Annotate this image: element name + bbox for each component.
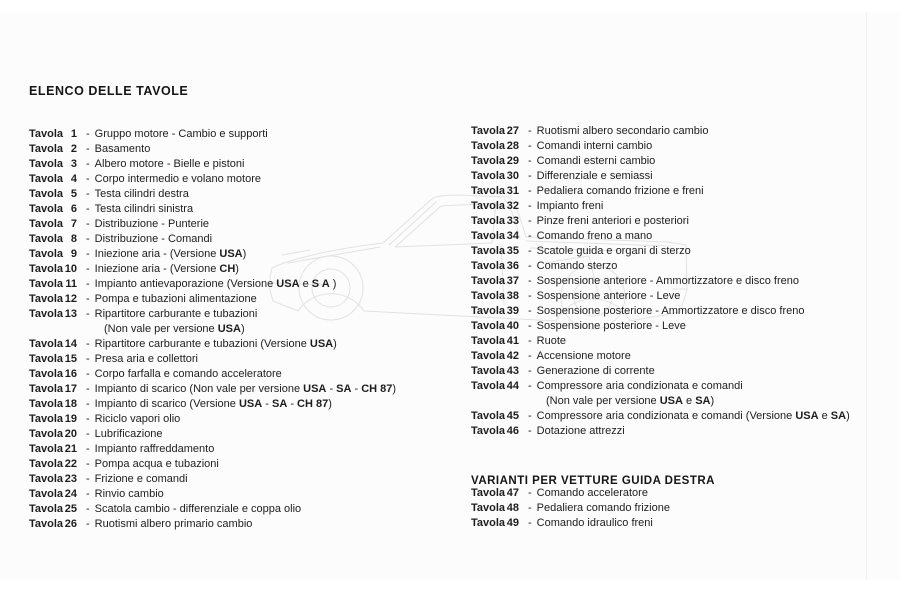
tavola-row — [29, 247, 459, 262]
tavola-number: 48 — [506, 502, 519, 514]
tavola-row — [471, 259, 896, 274]
tavola-row — [29, 277, 459, 292]
tavola-dash: - — [86, 338, 90, 350]
tavola-description: Sospensione posteriore - Leve — [536, 320, 686, 332]
tavola-word: Tavola — [29, 263, 64, 275]
tavola-number: 28 — [506, 140, 519, 152]
tavola-number: 2 — [70, 143, 77, 155]
tavola-word: Tavola — [471, 125, 506, 137]
tavola-number: 10 — [64, 263, 77, 275]
tavola-description: Distribuzione - Punterie — [94, 218, 210, 230]
tavola-number: 16 — [64, 368, 77, 380]
tavola-dash: - — [86, 218, 90, 230]
tavola-dash: - — [528, 335, 532, 347]
tavola-description: Compressore aria condizionata e comandi (Versione USA e SA) — [536, 410, 850, 422]
tavola-dash: - — [528, 320, 532, 332]
tavola-row — [29, 127, 459, 142]
tavola-row — [471, 424, 896, 439]
tavola-number: 12 — [64, 293, 77, 305]
tavola-dash: - — [86, 428, 90, 440]
tavola-dash: - — [86, 143, 90, 155]
tavola-row — [29, 232, 459, 247]
tavola-dash: - — [528, 155, 532, 167]
tavola-description: Dotazione attrezzi — [536, 425, 625, 437]
tavola-number: 22 — [64, 458, 77, 470]
tavola-word: Tavola — [471, 155, 506, 167]
tavola-dash: - — [86, 233, 90, 245]
tavola-word: Tavola — [29, 473, 64, 485]
tavola-description: Distribuzione - Comandi — [94, 233, 213, 245]
tavola-word: Tavola — [29, 203, 64, 215]
tavola-description: Testa cilindri sinistra — [94, 203, 194, 215]
tavola-word: Tavola — [29, 158, 64, 170]
tavola-row — [471, 274, 896, 289]
tavola-dash: - — [86, 488, 90, 500]
tavola-dash: - — [86, 128, 90, 140]
tavola-number: 45 — [506, 410, 519, 422]
tavola-dash: - — [528, 410, 532, 422]
tavola-description: Impianto freni — [536, 200, 604, 212]
tavola-number: 20 — [64, 428, 77, 440]
tavola-dash: - — [528, 275, 532, 287]
tavola-row — [471, 199, 896, 214]
tavola-row — [29, 142, 459, 157]
tavola-dash: - — [86, 443, 90, 455]
tavola-dash: - — [86, 248, 90, 260]
tavola-row — [29, 172, 459, 187]
tavola-number: 39 — [506, 305, 519, 317]
tavola-description: Pompa e tubazioni alimentazione — [94, 293, 257, 305]
tavola-dash: - — [528, 170, 532, 182]
tavola-description: Generazione di corrente — [536, 365, 655, 377]
tavola-row — [29, 457, 459, 472]
tavola-number: 21 — [64, 443, 77, 455]
tavola-dash: - — [528, 185, 532, 197]
tavola-description: Comando freno a mano — [536, 230, 653, 242]
tavola-row — [29, 262, 459, 277]
tavola-word: Tavola — [471, 350, 506, 362]
tavola-description: Corpo farfalla e comando acceleratore — [94, 368, 282, 380]
tavola-description: Scatole guida e organi di sterzo — [536, 245, 691, 257]
tavola-list-left — [29, 127, 459, 532]
tavola-list-right — [471, 124, 896, 439]
page-title: ELENCO DELLE TAVOLE — [29, 84, 189, 98]
tavola-dash: - — [528, 425, 532, 437]
tavola-word: Tavola — [29, 173, 64, 185]
tavola-word: Tavola — [29, 338, 64, 350]
tavola-number: 27 — [506, 125, 519, 137]
tavola-word: Tavola — [29, 143, 64, 155]
tavola-number: 35 — [506, 245, 519, 257]
tavola-dash: - — [528, 517, 532, 529]
tavola-number: 6 — [70, 203, 77, 215]
tavola-number: 18 — [64, 398, 77, 410]
tavola-number: 14 — [64, 338, 77, 350]
tavola-description: Pompa acqua e tubazioni — [94, 458, 219, 470]
tavola-row — [29, 352, 459, 367]
tavola-word: Tavola — [29, 233, 64, 245]
tavola-row — [471, 501, 896, 516]
tavola-row — [471, 229, 896, 244]
tavola-word: Tavola — [29, 503, 64, 515]
tavola-description: Compressore aria condizionata e comandi — [536, 380, 743, 392]
tavola-number: 30 — [506, 170, 519, 182]
tavola-description: Comando sterzo — [536, 260, 618, 272]
tavola-dash: - — [86, 383, 90, 395]
tavola-word: Tavola — [471, 275, 506, 287]
tavola-row — [471, 139, 896, 154]
tavola-number: 44 — [506, 380, 519, 392]
tavola-description: Testa cilindri destra — [94, 188, 189, 200]
tavola-number: 49 — [506, 517, 519, 529]
tavola-number: 33 — [506, 215, 519, 227]
tavola-word: Tavola — [471, 260, 506, 272]
tavola-number: 24 — [64, 488, 77, 500]
tavola-description: Basamento — [94, 143, 151, 155]
tavola-word: Tavola — [29, 488, 64, 500]
tavola-row — [471, 364, 896, 379]
tavola-row — [29, 382, 459, 397]
tavola-word: Tavola — [29, 518, 64, 530]
tavola-word: Tavola — [471, 517, 506, 529]
tavola-dash: - — [528, 230, 532, 242]
tavola-row — [29, 397, 459, 412]
tavola-number: 37 — [506, 275, 519, 287]
tavola-dash: - — [528, 305, 532, 317]
tavola-row — [471, 169, 896, 184]
tavola-word: Tavola — [471, 320, 506, 332]
tavola-number: 1 — [70, 128, 77, 140]
tavola-row — [29, 517, 459, 532]
tavola-word: Tavola — [29, 308, 64, 320]
tavola-word: Tavola — [29, 368, 64, 380]
tavola-word: Tavola — [29, 413, 64, 425]
tavola-description: Frizione e comandi — [94, 473, 188, 485]
tavola-word: Tavola — [471, 425, 506, 437]
tavola-description: Albero motore - Bielle e pistoni — [94, 158, 245, 170]
tavola-dash: - — [528, 290, 532, 302]
tavola-row — [471, 289, 896, 304]
tavola-dash: - — [528, 502, 532, 514]
tavola-number: 46 — [506, 425, 519, 437]
tavola-description: Ripartitore carburante e tubazioni (Versione USA) — [94, 338, 337, 350]
tavola-description: Sospensione posteriore - Ammortizzatore e disco freno — [536, 305, 805, 317]
tavola-row-continuation — [471, 394, 896, 409]
tavola-word: Tavola — [29, 293, 64, 305]
tavola-description: Comando acceleratore — [536, 487, 648, 499]
tavola-description: Impianto antievaporazione (Versione USA e S A ) — [94, 278, 337, 290]
tavola-description: Gruppo motore - Cambio e supporti — [94, 128, 268, 140]
tavola-row — [471, 304, 896, 319]
tavola-number: 41 — [506, 335, 519, 347]
tavola-description: Corpo intermedio e volano motore — [94, 173, 261, 185]
tavola-word: Tavola — [471, 140, 506, 152]
tavola-row — [471, 409, 896, 424]
tavola-description: Iniezione aria - (Versione CH) — [94, 263, 239, 275]
tavola-word: Tavola — [471, 245, 506, 257]
tavola-word: Tavola — [471, 200, 506, 212]
tavola-dash: - — [86, 503, 90, 515]
tavola-row — [29, 472, 459, 487]
tavola-number: 34 — [506, 230, 519, 242]
tavola-description: Impianto raffreddamento — [94, 443, 215, 455]
tavola-number: 31 — [506, 185, 519, 197]
tavola-description: Differenziale e semiassi — [536, 170, 653, 182]
tavola-dash: - — [86, 518, 90, 530]
tavola-word: Tavola — [29, 428, 64, 440]
tavola-description: Iniezione aria - (Versione USA) — [94, 248, 247, 260]
tavola-dash: - — [86, 308, 90, 320]
tavola-number: 25 — [64, 503, 77, 515]
tavola-dash: - — [528, 245, 532, 257]
tavola-description-continuation: (Non vale per versione USA e SA) — [546, 395, 715, 407]
tavola-description: Comandi interni cambio — [536, 140, 653, 152]
tavola-dash: - — [86, 293, 90, 305]
tavola-dash: - — [86, 413, 90, 425]
tavola-description: Presa aria e collettori — [94, 353, 198, 365]
tavola-row — [471, 124, 896, 139]
tavola-word: Tavola — [29, 248, 64, 260]
tavola-row — [471, 184, 896, 199]
tavola-dash: - — [528, 380, 532, 392]
tavola-row — [471, 486, 896, 501]
tavola-number: 26 — [64, 518, 77, 530]
tavola-dash: - — [86, 173, 90, 185]
tavola-word: Tavola — [471, 410, 506, 422]
tavola-dash: - — [86, 353, 90, 365]
tavola-description: Sospensione anteriore - Leve — [536, 290, 681, 302]
tavola-dash: - — [528, 200, 532, 212]
tavola-word: Tavola — [29, 278, 64, 290]
tavola-word: Tavola — [29, 188, 64, 200]
tavola-list-variants — [471, 486, 896, 531]
tavola-row — [471, 516, 896, 531]
tavola-dash: - — [86, 263, 90, 275]
tavola-row — [471, 154, 896, 169]
tavola-number: 32 — [506, 200, 519, 212]
tavola-dash: - — [86, 368, 90, 380]
tavola-row — [29, 187, 459, 202]
tavola-number: 9 — [70, 248, 77, 260]
tavola-word: Tavola — [29, 443, 64, 455]
tavola-number: 11 — [65, 278, 77, 290]
tavola-row — [471, 334, 896, 349]
tavola-number: 36 — [506, 260, 519, 272]
section-title-varianti: VARIANTI PER VETTURE GUIDA DESTRA — [471, 475, 715, 487]
tavola-number: 5 — [70, 188, 77, 200]
tavola-row — [29, 412, 459, 427]
tavola-dash: - — [528, 140, 532, 152]
tavola-description: Ripartitore carburante e tubazioni — [94, 308, 258, 320]
tavola-description: Sospensione anteriore - Ammortizzatore e disco freno — [536, 275, 799, 287]
tavola-description: Comandi esterni cambio — [536, 155, 656, 167]
tavola-dash: - — [86, 473, 90, 485]
tavola-row — [29, 202, 459, 217]
tavola-dash: - — [528, 260, 532, 272]
tavola-word: Tavola — [471, 502, 506, 514]
tavola-row — [471, 214, 896, 229]
tavola-row — [29, 157, 459, 172]
tavola-dash: - — [86, 203, 90, 215]
tavola-word: Tavola — [471, 170, 506, 182]
tavola-row — [29, 337, 459, 352]
tavola-dash: - — [86, 278, 90, 290]
tavola-dash: - — [528, 125, 532, 137]
tavola-number: 43 — [506, 365, 519, 377]
tavola-dash: - — [86, 188, 90, 200]
tavola-row — [29, 427, 459, 442]
tavola-word: Tavola — [471, 380, 506, 392]
tavola-number: 23 — [64, 473, 77, 485]
tavola-row-continuation — [29, 322, 459, 337]
tavola-number: 3 — [70, 158, 77, 170]
tavola-description: Comando idraulico freni — [536, 517, 653, 529]
tavola-word: Tavola — [29, 458, 64, 470]
tavola-description: Pinze freni anteriori e posteriori — [536, 215, 689, 227]
tavola-row — [29, 367, 459, 382]
tavola-word: Tavola — [471, 215, 506, 227]
tavola-description: Pedaliera comando frizione — [536, 502, 670, 514]
tavola-row — [29, 487, 459, 502]
tavola-description: Accensione motore — [536, 350, 631, 362]
tavola-row — [29, 502, 459, 517]
tavola-row — [29, 217, 459, 232]
tavola-word: Tavola — [29, 128, 64, 140]
tavola-row — [29, 292, 459, 307]
tavola-word: Tavola — [471, 185, 506, 197]
tavola-number: 47 — [506, 487, 519, 499]
tavola-description: Pedaliera comando frizione e freni — [536, 185, 704, 197]
tavola-number: 4 — [70, 173, 77, 185]
tavola-word: Tavola — [29, 383, 64, 395]
tavola-dash: - — [528, 487, 532, 499]
tavola-word: Tavola — [471, 230, 506, 242]
tavola-description: Lubrificazione — [94, 428, 163, 440]
tavola-row — [29, 307, 459, 322]
tavola-description: Ruotismi albero primario cambio — [94, 518, 253, 530]
tavola-dash: - — [86, 398, 90, 410]
tavola-row — [471, 379, 896, 394]
tavola-dash: - — [528, 215, 532, 227]
tavola-word: Tavola — [471, 335, 506, 347]
tavola-dash: - — [86, 158, 90, 170]
tavola-word: Tavola — [29, 218, 64, 230]
tavola-dash: - — [528, 365, 532, 377]
tavola-row — [471, 349, 896, 364]
tavola-row — [471, 319, 896, 334]
tavola-description: Scatola cambio - differenziale e coppa olio — [94, 503, 302, 515]
tavola-number: 8 — [70, 233, 77, 245]
tavola-dash: - — [528, 350, 532, 362]
tavola-word: Tavola — [471, 365, 506, 377]
tavola-description: Ruote — [536, 335, 567, 347]
tavola-row — [471, 244, 896, 259]
tavola-description-continuation: (Non vale per versione USA) — [104, 323, 245, 335]
tavola-number: 17 — [64, 383, 77, 395]
tavola-word: Tavola — [471, 487, 506, 499]
tavola-description: Rinvio cambio — [94, 488, 164, 500]
tavola-description: Impianto di scarico (Versione USA - SA - CH 87) — [94, 398, 332, 410]
tavola-number: 19 — [64, 413, 77, 425]
tavola-word: Tavola — [471, 305, 506, 317]
tavola-number: 13 — [64, 308, 77, 320]
tavola-number: 15 — [64, 353, 77, 365]
tavola-description: Impianto di scarico (Non vale per versione USA - SA - CH 87) — [94, 383, 397, 395]
tavola-number: 29 — [506, 155, 519, 167]
tavola-description: Ruotismi albero secondario cambio — [536, 125, 709, 137]
tavola-word: Tavola — [471, 290, 506, 302]
tavola-dash: - — [86, 458, 90, 470]
tavola-number: 40 — [506, 320, 519, 332]
tavola-row — [29, 442, 459, 457]
tavola-word: Tavola — [29, 398, 64, 410]
tavola-number: 42 — [506, 350, 519, 362]
tavola-word: Tavola — [29, 353, 64, 365]
tavola-description: Riciclo vapori olio — [94, 413, 181, 425]
tavola-number: 38 — [506, 290, 519, 302]
tavola-number: 7 — [70, 218, 77, 230]
